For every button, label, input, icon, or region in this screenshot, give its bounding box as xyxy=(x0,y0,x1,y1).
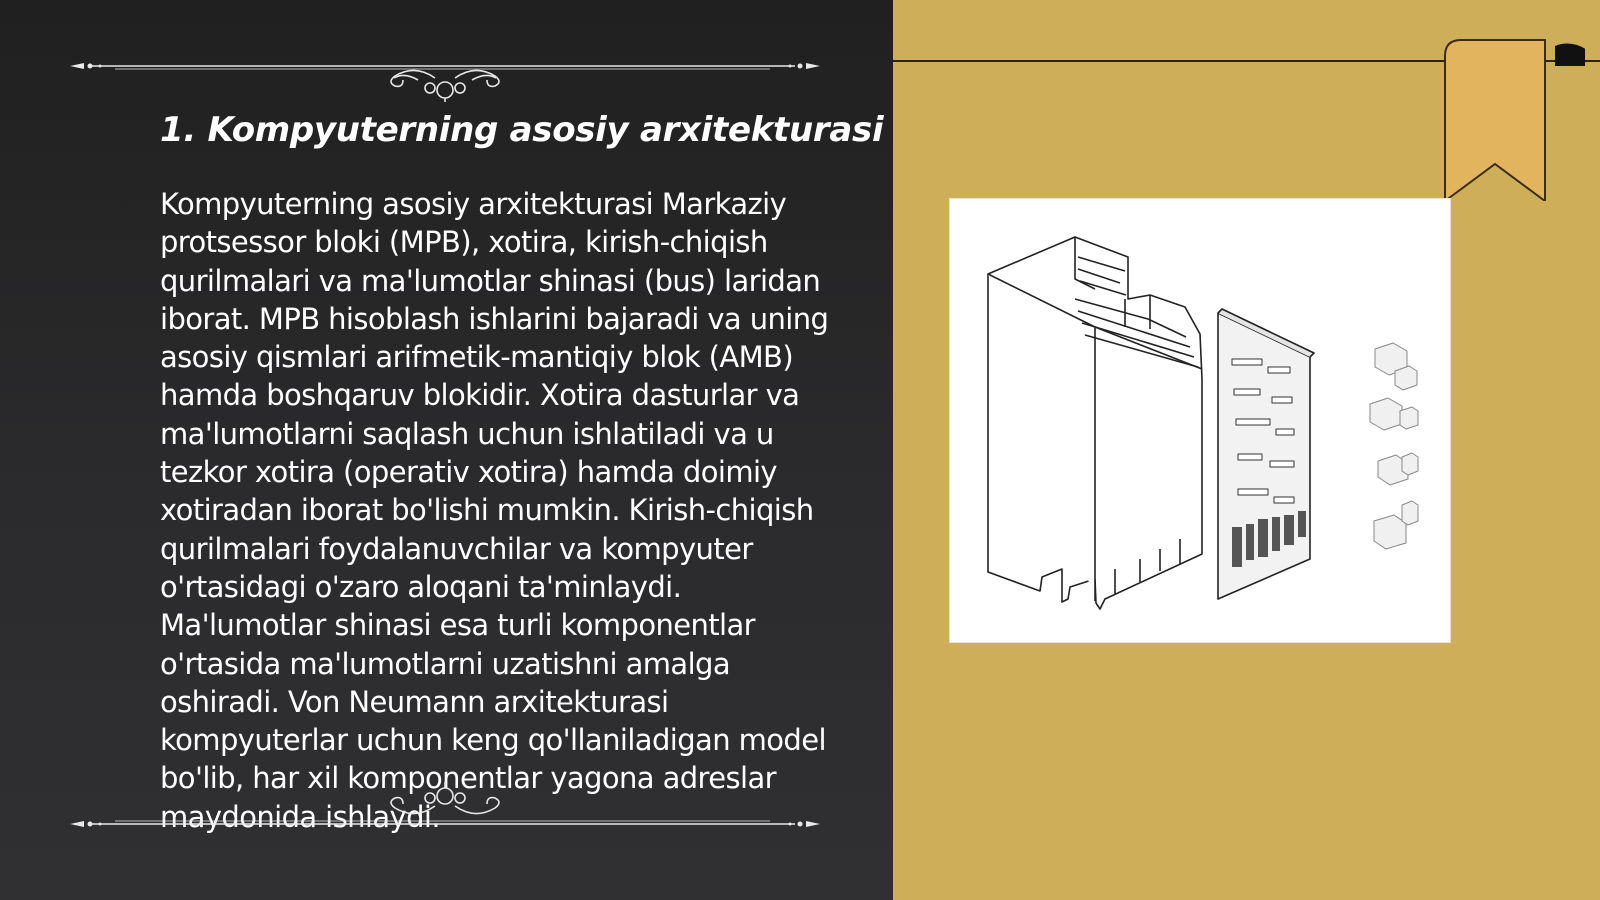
bookmark-icon xyxy=(1435,36,1585,201)
architecture-image xyxy=(950,199,1450,642)
architecture-model-drawing-icon xyxy=(950,199,1450,642)
bottom-ornament-divider xyxy=(60,782,830,842)
top-ornament-divider xyxy=(60,42,830,102)
slide-title: 1. Kompyuterning asosiy arxitekturasi xyxy=(160,110,884,150)
body-paragraph: Kompyuterning asosiy arxitekturasi Markaziy protsessor bloki (MPB), xotira, kirish-chiqish qurilmalari va ma'lumotlar shinasi (bus) laridan iborat. MPB hisoblash ishlarini bajaradi va uning asosiy qismlari arifmetik-mantiqiy blok (AMB) hamda boshqaruv blokidir. Xotira dasturlar va ma'lumotlarni saqlash uchun ishlatiladi va u tezkor xotira (operativ xotira) hamda doimiy xotiradan iborat bo'lishi mumkin. Kirish-chiqish qurilmalari foydalanuvchilar va kompyuter o'rtasidagi o'zaro aloqani ta'minlaydi. Ma'lumotlar shinasi esa turli komponentlar o'rtasida ma'lumotlarni uzatishni amalga oshiradi. Von Neumann arxitekturasi kompyuterlar uchun keng qo'llaniladigan model bo'lib, har xil komponentlar yagona adreslar maydonida ishlaydi. xyxy=(160,187,829,834)
